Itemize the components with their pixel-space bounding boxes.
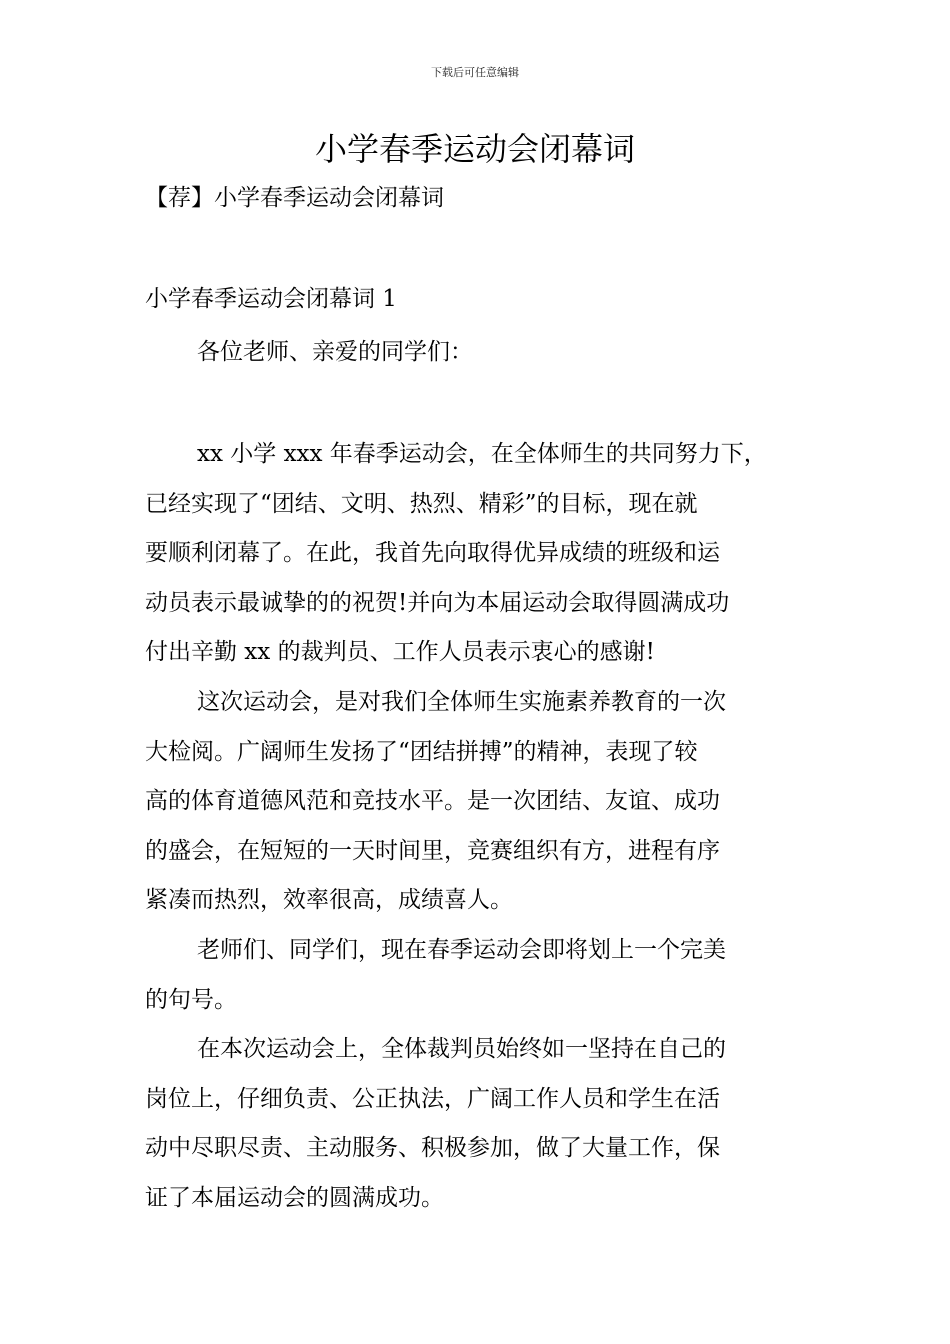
paragraph-line: 要顺利闭幕了。在此，我首先向取得优异成绩的班级和运 xyxy=(145,540,720,567)
paragraph xyxy=(145,678,825,926)
document-title: 小学春季运动会闭幕词 xyxy=(314,130,635,168)
paragraph-line: 的盛会，在短短的一天时间里，竞赛组织有方，进程有序 xyxy=(145,837,720,864)
header-note: 下载后可任意编辑 xyxy=(431,66,519,79)
paragraph-line: 动员表示最诚挚的的祝贺!并向为本届运动会取得圆满成功 xyxy=(145,589,730,616)
salutation: 各位老师、亲爱的同学们： xyxy=(197,339,473,365)
document-subtitle: 【荐】小学春季运动会闭幕词 xyxy=(145,185,444,211)
paragraph-line: 老师们、同学们，现在春季运动会即将划上一个完美 xyxy=(197,936,726,963)
paragraph-line: 在本次运动会上，全体裁判员始终如一坚持在自己的 xyxy=(197,1036,726,1063)
paragraph-line: 动中尽职尽责、主动服务、积极参加，做了大量工作，保 xyxy=(145,1135,720,1162)
paragraph-line: 紧凑而热烈，效率很高，成绩喜人。 xyxy=(145,887,513,914)
section-heading: 小学春季运动会闭幕词 1 xyxy=(145,286,397,312)
document-body xyxy=(145,430,825,1224)
paragraph-line: 证了本届运动会的圆满成功。 xyxy=(145,1184,444,1211)
paragraph-line: 大检阅。广阔师生发扬了“团结拼搏”的精神，表现了较 xyxy=(145,738,698,765)
paragraph-line: 高的体育道德风范和竞技水平。是一次团结、友谊、成功 xyxy=(145,788,720,815)
paragraph-line: 岗位上，仔细负责、公正执法，广阔工作人员和学生在活 xyxy=(145,1085,720,1112)
paragraph xyxy=(145,430,825,678)
paragraph-line: xx 小学 xxx 年春季运动会，在全体师生的共同努力下， xyxy=(197,441,767,467)
paragraph-line: 已经实现了“团结、文明、热烈、精彩”的目标，现在就 xyxy=(145,490,698,517)
paragraph-line: 付出辛勤 xx 的裁判员、工作人员表示衷心的感谢! xyxy=(145,639,655,666)
paragraph-line: 的句号。 xyxy=(145,986,237,1013)
paragraph xyxy=(145,1025,825,1223)
paragraph-line: 这次运动会，是对我们全体师生实施素养教育的一次 xyxy=(197,688,726,715)
paragraph xyxy=(145,926,825,1025)
